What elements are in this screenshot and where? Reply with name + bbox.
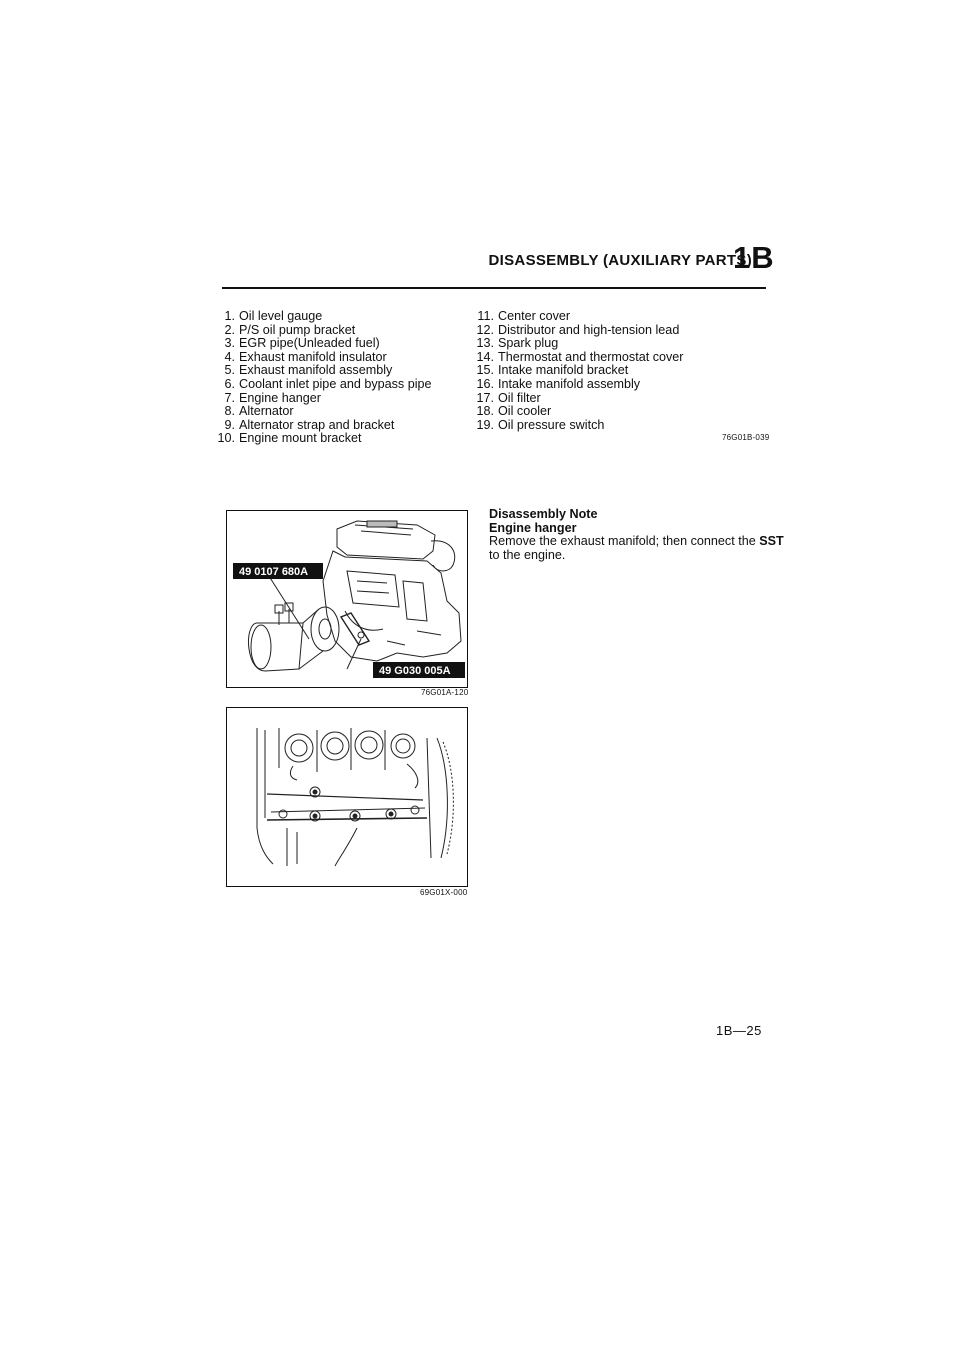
list-item: 17. Oil filter xyxy=(476,390,541,405)
list-item: 19. Oil pressure switch xyxy=(476,417,605,432)
list-item: 9. Alternator strap and bracket xyxy=(224,417,395,432)
parts-list-right xyxy=(466,310,684,432)
note-heading: Disassembly Note xyxy=(489,507,598,521)
page-number: 1B—25 xyxy=(716,1023,762,1038)
parts-list-code: 76G01B-039 xyxy=(722,433,770,442)
section-title: DISASSEMBLY (AUXILIARY PARTS) xyxy=(488,252,752,269)
list-item: 15. Intake manifold bracket xyxy=(476,363,629,378)
list-item: 18. Oil cooler xyxy=(476,404,552,419)
list-item: 1. Oil level gauge xyxy=(224,309,323,323)
list-item: 13. Spark plug xyxy=(476,336,559,351)
list-item: 4. Exhaust manifold insulator xyxy=(224,349,387,364)
tool-label-2: 49 G030 005A xyxy=(379,665,451,677)
section-badge: 1B xyxy=(733,240,775,275)
list-item: 11. Center cover xyxy=(477,309,571,323)
list-item: 2. P/S oil pump bracket xyxy=(224,322,356,337)
note-subheading: Engine hanger xyxy=(489,520,577,535)
figure-engine-hanger xyxy=(226,510,468,688)
figure2-code: 69G01X-000 xyxy=(420,888,468,897)
note-body: Remove the exhaust manifold; then connect the SST to the engine. xyxy=(489,534,784,562)
tool-label-1: 49 0107 680A xyxy=(239,566,309,578)
list-item: 10. Engine mount bracket xyxy=(217,431,362,446)
list-item: 5. Exhaust manifold assembly xyxy=(224,363,393,378)
disassembly-note xyxy=(489,508,789,562)
list-item: 7. Engine hanger xyxy=(224,390,321,405)
list-item: 3. EGR pipe(Unleaded fuel) xyxy=(224,336,380,351)
figure-engine-block xyxy=(226,707,468,887)
engine-block-illustration xyxy=(227,708,467,886)
list-item: 6. Coolant inlet pipe and bypass pipe xyxy=(224,376,432,391)
header-divider xyxy=(222,287,766,289)
parts-list-left xyxy=(207,310,432,446)
figure1-code: 76G01A-120 xyxy=(421,688,469,697)
list-item: 14. Thermostat and thermostat cover xyxy=(476,349,684,364)
list-item: 16. Intake manifold assembly xyxy=(476,376,641,391)
list-item: 12. Distributor and high-tension lead xyxy=(476,322,680,337)
engine-hanger-illustration xyxy=(227,511,467,687)
list-item: 8. Alternator xyxy=(224,404,294,419)
